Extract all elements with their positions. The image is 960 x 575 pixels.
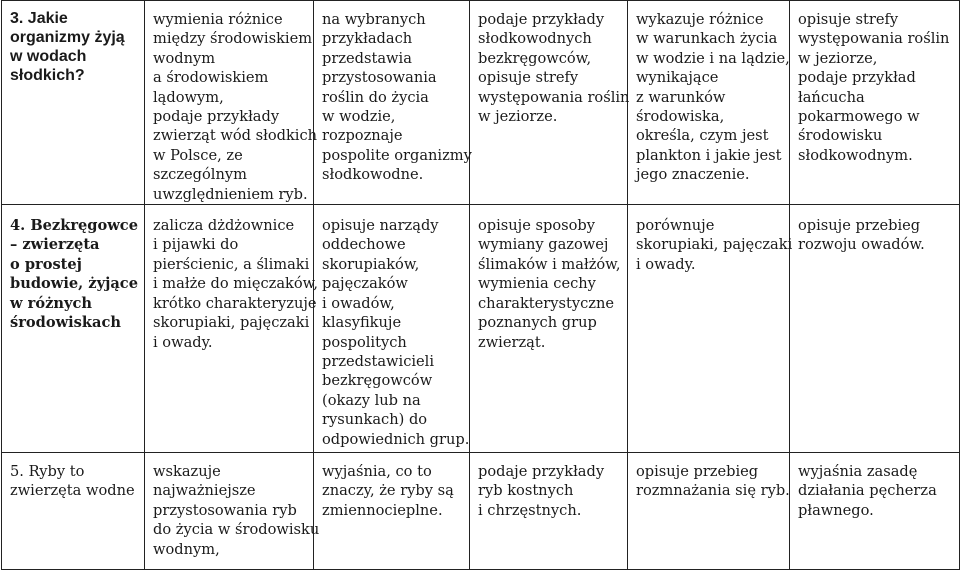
topic-cell: [2, 453, 145, 570]
cell-line: szczególnym: [153, 166, 247, 184]
cell-line: w jeziorze,: [798, 49, 878, 67]
cell-line: pławnego.: [798, 501, 874, 519]
cell-line: w wodzie i na lądzie,: [636, 49, 790, 67]
cell-line: przedstawicieli: [322, 352, 435, 370]
cell-line: do życia w środowisku: [153, 521, 320, 539]
requirement-cell: [145, 453, 320, 570]
cell-line: w warunkach życia: [636, 30, 778, 48]
cell-line: a środowiskiem: [153, 69, 269, 87]
cell-line: zwierząt wód słodkich: [153, 127, 318, 145]
cell-line: przedstawia: [322, 49, 412, 67]
cell-line: wyjaśnia, co to: [322, 463, 432, 481]
cell-line: ślimaków i małżów,: [478, 255, 621, 273]
topic-cell: [2, 1, 145, 205]
cell-line: podaje przykład: [798, 69, 916, 87]
cell-line: skorupiaki, pajęczaki: [153, 314, 310, 332]
cell-line: występowania roślin: [798, 30, 950, 48]
cell-line: i owadów,: [322, 294, 395, 312]
cell-line: jego znaczenie.: [636, 166, 750, 184]
cell-line: roślin do życia: [322, 88, 429, 106]
cell-line: wodnym,: [153, 540, 220, 558]
cell-line: i owady.: [636, 255, 696, 273]
cell-line: z warunków: [636, 88, 726, 106]
requirement-cell: [145, 1, 318, 205]
cell-line: poznanych grup: [478, 314, 597, 332]
cell-line: opisuje strefy: [478, 69, 579, 87]
cell-line: opisuje przebieg: [798, 217, 921, 235]
cell-line: opisuje sposoby: [478, 217, 595, 235]
cell-line: środowiska,: [636, 108, 725, 126]
cell-line: rozmnażania się ryb.: [636, 482, 790, 500]
topic-line: 4. Bezkręgowce: [10, 217, 138, 235]
cell-line: występowania roślin: [478, 88, 630, 106]
cell-line: działania pęcherza: [798, 482, 937, 500]
cell-line: opisuje strefy: [798, 11, 899, 28]
cell-line: w jeziorze.: [478, 108, 558, 126]
cell-line: opisuje przebieg: [636, 463, 759, 481]
cell-line: uwzględnieniem ryb.: [153, 185, 308, 203]
requirement-cell: [790, 453, 960, 570]
cell-line: najważniejsze: [153, 482, 256, 500]
cell-line: bezkręgowców,: [478, 49, 592, 67]
requirement-cell: [628, 453, 790, 570]
cell-line: ryb kostnych: [478, 482, 574, 500]
topic-line: organizmy żyją: [10, 29, 125, 46]
cell-line: na wybranych: [322, 11, 426, 28]
cell-line: słodkowodnych: [478, 30, 592, 48]
cell-line: słodkowodnym.: [798, 146, 913, 164]
cell-line: w Polsce, ze: [153, 146, 243, 164]
requirement-cell: [790, 1, 960, 205]
cell-line: podaje przykłady: [153, 108, 280, 126]
cell-line: charakterystyczne: [478, 294, 615, 312]
cell-line: skorupiaki, pajęczaki: [636, 236, 793, 254]
cell-line: lądowym,: [153, 88, 224, 106]
cell-line: określa, czym jest: [636, 127, 769, 145]
requirement-cell: [470, 205, 628, 453]
cell-line: wymienia cechy: [478, 275, 596, 293]
requirement-cell: [314, 205, 470, 453]
cell-line: bezkręgowców: [322, 372, 433, 390]
cell-line: oddechowe: [322, 236, 406, 254]
cell-line: rysunkach) do: [322, 411, 428, 429]
cell-line: wyjaśnia zasadę: [798, 463, 918, 481]
table-row: [2, 453, 960, 570]
cell-line: odpowiednich grup.: [322, 430, 470, 448]
cell-line: zmiennocieplne.: [322, 501, 443, 519]
cell-line: wymienia różnice: [153, 11, 283, 28]
requirement-cell: [628, 205, 793, 453]
cell-line: porównuje: [636, 217, 715, 235]
cell-line: i pijawki do: [153, 236, 239, 254]
cell-line: klasyfikuje: [322, 314, 402, 332]
cell-line: rozwoju owadów.: [798, 236, 925, 254]
cell-line: zwierząt.: [478, 333, 546, 351]
cell-line: pokarmowego w: [798, 108, 920, 126]
cell-line: pajęczaków: [322, 275, 408, 293]
topic-line: w różnych: [10, 294, 92, 312]
cell-line: środowisku: [798, 127, 883, 145]
topic-line: 3. Jakie: [10, 10, 68, 27]
cell-line: zalicza dżdżownice: [153, 217, 295, 235]
topic-line: w wodach: [10, 48, 87, 65]
cell-line: wskazuje: [153, 463, 221, 481]
requirement-cell: [314, 453, 470, 570]
topic-line: o prostej: [10, 255, 82, 273]
cell-line: i chrzęstnych.: [478, 501, 582, 519]
requirement-cell: [790, 205, 960, 453]
requirement-cell: [145, 205, 319, 453]
cell-line: krótko charakteryzuje: [153, 294, 317, 312]
topic-line: – zwierzęta: [10, 236, 100, 254]
table-row: [2, 1, 960, 205]
cell-line: przykładach: [322, 30, 413, 48]
topic-line: budowie, żyjące: [10, 275, 138, 293]
cell-line: słodkowodne.: [322, 166, 424, 184]
topic-line: słodkich?: [10, 67, 85, 84]
topic-line: 5. Ryby to: [10, 463, 85, 481]
requirement-cell: [470, 1, 628, 205]
topic-cell: [2, 205, 145, 453]
cell-line: wynikające: [636, 69, 719, 87]
cell-line: wodnym: [153, 49, 216, 67]
cell-line: pospolitych: [322, 333, 407, 351]
cell-line: pospolite organizmy: [322, 146, 472, 164]
cell-line: opisuje narządy: [322, 217, 439, 235]
cell-line: podaje przykłady: [478, 11, 605, 28]
cell-line: między środowiskiem: [153, 30, 313, 48]
cell-line: (okazy lub na: [322, 391, 421, 409]
topic-line: zwierzęta wodne: [10, 482, 135, 500]
cell-line: rozpoznaje: [322, 127, 403, 145]
cell-line: podaje przykłady: [478, 463, 605, 481]
cell-line: przystosowania ryb: [153, 501, 297, 519]
cell-line: łańcucha: [798, 88, 865, 106]
cell-line: w wodzie,: [322, 108, 396, 126]
table-row: [2, 205, 960, 453]
cell-line: plankton i jakie jest: [636, 146, 782, 164]
requirement-cell: [628, 1, 790, 205]
requirement-cell: [314, 1, 470, 205]
topic-line: środowiskach: [10, 314, 121, 332]
cell-line: i owady.: [153, 333, 213, 351]
requirement-cell: [470, 453, 628, 570]
cell-line: znaczy, że ryby są: [322, 482, 454, 500]
curriculum-table: [1, 0, 960, 570]
cell-line: pierścienic, a ślimaki: [153, 255, 310, 273]
cell-line: przystosowania: [322, 69, 437, 87]
cell-line: i małże do mięczaków,: [153, 275, 319, 293]
cell-line: wymiany gazowej: [478, 236, 609, 254]
cell-line: wykazuje różnice: [636, 11, 764, 28]
cell-line: skorupiaków,: [322, 255, 420, 273]
